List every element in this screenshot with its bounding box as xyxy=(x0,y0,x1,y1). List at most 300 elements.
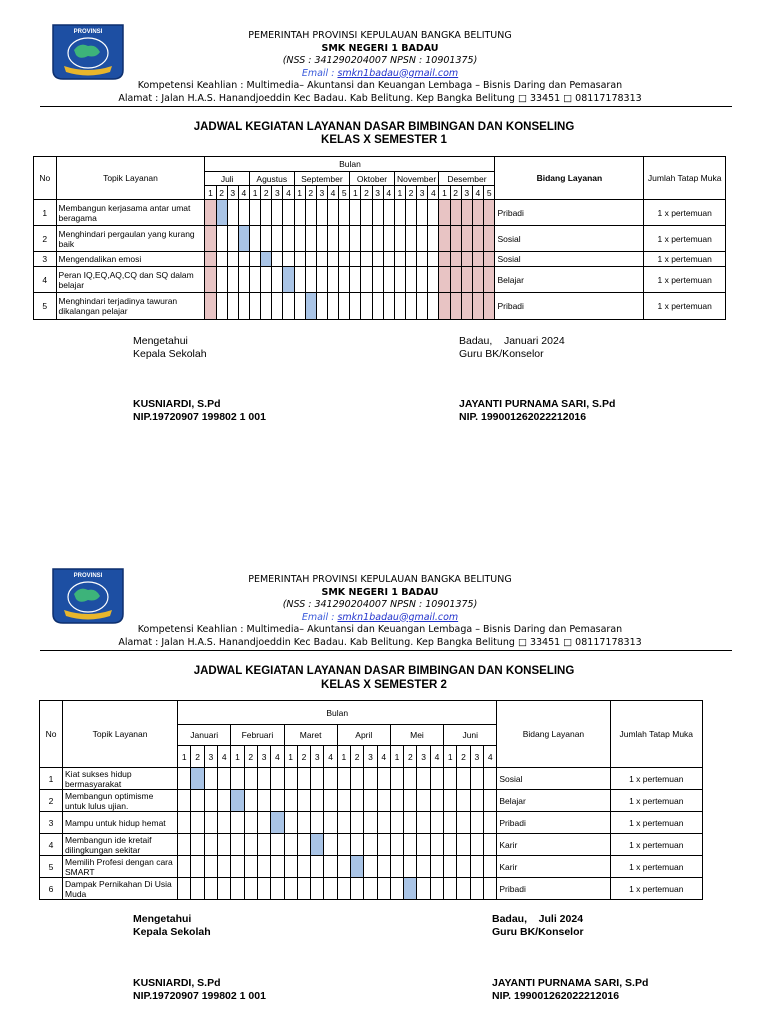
week-cell xyxy=(483,834,496,856)
week-cell xyxy=(216,226,227,252)
week-cell xyxy=(327,200,338,226)
row-topic: Membangun kerjasama antar umat beragama xyxy=(56,200,205,226)
week-cell xyxy=(305,267,316,293)
week-cell xyxy=(461,267,472,293)
counselor-title: Guru BK/Konselor xyxy=(459,348,544,360)
week-cell xyxy=(364,856,377,878)
place-date: Badau, Januari 2024 xyxy=(459,335,565,347)
week-cell xyxy=(191,878,204,900)
week-cell xyxy=(383,293,394,320)
week-cell xyxy=(249,226,260,252)
schedule-2-title: JADWAL KEGIATAN LAYANAN DASAR BIMBINGAN DAN KONSELING xyxy=(193,665,575,677)
week-cell xyxy=(439,252,450,267)
place-date: Badau, Juli 2024 xyxy=(492,913,584,925)
week-cell xyxy=(205,267,216,293)
week-cell xyxy=(249,200,260,226)
week-cell xyxy=(390,812,403,834)
week-cell xyxy=(216,293,227,320)
week-cell xyxy=(218,790,231,812)
week-cell xyxy=(351,812,364,834)
row-sessions: 1 x pertemuan xyxy=(610,790,702,812)
week-cell xyxy=(470,834,483,856)
week-cell xyxy=(450,252,461,267)
row-topic: Peran IQ,EQ,AQ,CQ dan SQ dalam belajar xyxy=(56,267,205,293)
table-row xyxy=(34,252,726,267)
week-header: 1 xyxy=(350,186,361,200)
table-row xyxy=(34,200,726,226)
week-cell xyxy=(244,790,257,812)
week-header: 3 xyxy=(316,186,327,200)
week-cell xyxy=(417,252,428,267)
week-cell xyxy=(283,293,294,320)
principal-nip: NIP.19720907 199802 1 001 xyxy=(133,990,266,1002)
week-cell xyxy=(324,768,337,790)
week-cell xyxy=(272,252,283,267)
table-row xyxy=(34,267,726,293)
week-cell xyxy=(430,834,443,856)
week-cell xyxy=(191,856,204,878)
week-header: 1 xyxy=(294,186,305,200)
week-cell xyxy=(218,834,231,856)
week-cell xyxy=(339,200,350,226)
week-cell xyxy=(457,790,470,812)
week-cell xyxy=(483,226,495,252)
week-cell xyxy=(361,200,372,226)
week-cell xyxy=(294,200,305,226)
week-cell xyxy=(257,790,270,812)
week-header: 5 xyxy=(483,186,495,200)
week-cell xyxy=(327,293,338,320)
week-header: 1 xyxy=(205,186,216,200)
row-sessions: 1 x pertemuan xyxy=(644,267,726,293)
week-cell xyxy=(404,790,417,812)
week-cell xyxy=(297,856,310,878)
row-number: 4 xyxy=(34,267,57,293)
month-header: Februari xyxy=(231,725,284,746)
week-cell xyxy=(327,252,338,267)
letterhead-email-label: Email : xyxy=(301,611,338,623)
week-cell xyxy=(238,267,249,293)
week-cell xyxy=(461,293,472,320)
row-area: Sosial xyxy=(495,252,644,267)
week-cell xyxy=(394,267,405,293)
week-cell xyxy=(272,267,283,293)
week-cell xyxy=(284,834,297,856)
week-cell xyxy=(439,200,450,226)
week-cell xyxy=(483,812,496,834)
logo-text: PROVINSI xyxy=(73,29,103,35)
week-cell xyxy=(483,856,496,878)
col-header-topic: Topik Layanan xyxy=(63,701,178,768)
week-cell xyxy=(204,856,217,878)
week-cell xyxy=(339,252,350,267)
week-cell xyxy=(351,856,364,878)
week-cell xyxy=(390,834,403,856)
week-cell xyxy=(227,226,238,252)
week-cell xyxy=(238,293,249,320)
week-cell xyxy=(205,293,216,320)
week-cell xyxy=(337,812,350,834)
row-area: Sosial xyxy=(495,226,644,252)
week-cell xyxy=(439,226,450,252)
week-header: 1 xyxy=(178,746,191,768)
row-topic: Dampak Pernikahan Di Usia Muda xyxy=(63,878,178,900)
week-cell xyxy=(305,252,316,267)
week-header: 2 xyxy=(450,186,461,200)
row-sessions: 1 x pertemuan xyxy=(610,856,702,878)
week-header: 4 xyxy=(472,186,483,200)
week-cell xyxy=(191,812,204,834)
week-header: 2 xyxy=(457,746,470,768)
week-cell xyxy=(244,878,257,900)
week-header: 1 xyxy=(439,186,450,200)
schedule-2-table xyxy=(39,700,703,900)
week-cell xyxy=(364,812,377,834)
week-cell xyxy=(472,293,483,320)
week-header: 1 xyxy=(284,746,297,768)
week-cell xyxy=(337,790,350,812)
week-cell xyxy=(231,812,244,834)
week-cell xyxy=(483,200,495,226)
month-header: Oktober xyxy=(350,172,395,186)
letterhead-ids: (NSS : 341290204007 NPSN : 10901375) xyxy=(282,599,478,610)
table-row xyxy=(40,768,703,790)
week-cell xyxy=(377,878,390,900)
row-area: Pribadi xyxy=(495,293,644,320)
week-cell xyxy=(394,226,405,252)
week-cell xyxy=(311,812,324,834)
week-cell xyxy=(444,768,457,790)
week-cell xyxy=(377,856,390,878)
week-cell xyxy=(430,768,443,790)
week-header: 1 xyxy=(390,746,403,768)
week-cell xyxy=(327,267,338,293)
week-cell xyxy=(216,252,227,267)
letterhead-ids: (NSS : 341290204007 NPSN : 10901375) xyxy=(282,55,478,66)
week-cell xyxy=(305,200,316,226)
week-cell xyxy=(337,768,350,790)
week-cell xyxy=(231,768,244,790)
table-row xyxy=(34,226,726,252)
col-header-no: No xyxy=(40,701,63,768)
week-cell xyxy=(257,834,270,856)
week-cell xyxy=(405,200,416,226)
week-cell xyxy=(470,812,483,834)
table-row xyxy=(40,856,703,878)
week-cell xyxy=(404,812,417,834)
row-sessions: 1 x pertemuan xyxy=(644,226,726,252)
week-cell xyxy=(377,834,390,856)
week-cell xyxy=(305,293,316,320)
week-cell xyxy=(351,878,364,900)
week-cell xyxy=(231,790,244,812)
week-cell xyxy=(430,790,443,812)
week-cell xyxy=(283,267,294,293)
week-header: 4 xyxy=(483,746,496,768)
row-area: Belajar xyxy=(495,267,644,293)
row-topic: Menghindari pergaulan yang kurang baik xyxy=(56,226,205,252)
week-cell xyxy=(428,252,439,267)
week-header: 3 xyxy=(227,186,238,200)
row-sessions: 1 x pertemuan xyxy=(644,252,726,267)
week-header: 4 xyxy=(383,186,394,200)
week-cell xyxy=(337,878,350,900)
week-cell xyxy=(351,768,364,790)
week-cell xyxy=(383,200,394,226)
week-cell xyxy=(294,252,305,267)
week-cell xyxy=(351,790,364,812)
table-row xyxy=(40,790,703,812)
week-cell xyxy=(205,226,216,252)
week-cell xyxy=(339,267,350,293)
week-header: 2 xyxy=(244,746,257,768)
principal-name: KUSNIARDI, S.Pd xyxy=(133,398,221,410)
table-row xyxy=(34,293,726,320)
week-cell xyxy=(428,226,439,252)
week-cell xyxy=(444,856,457,878)
week-cell xyxy=(337,856,350,878)
week-header: 3 xyxy=(372,186,383,200)
week-cell xyxy=(405,293,416,320)
week-cell xyxy=(457,856,470,878)
month-header: Juli xyxy=(205,172,250,186)
row-sessions: 1 x pertemuan xyxy=(644,200,726,226)
week-cell xyxy=(417,790,430,812)
week-cell xyxy=(284,790,297,812)
week-header: 2 xyxy=(405,186,416,200)
letterhead-divider xyxy=(40,650,732,651)
principal-name: KUSNIARDI, S.Pd xyxy=(133,977,221,989)
week-cell xyxy=(283,226,294,252)
week-cell xyxy=(231,834,244,856)
month-header: Desember xyxy=(439,172,495,186)
week-header: 3 xyxy=(311,746,324,768)
letterhead-email-link[interactable]: smkn1badau@gmail.com xyxy=(337,67,459,79)
week-cell xyxy=(178,834,191,856)
row-topic: Menghindari terjadinya tawuran dikalangan pelajar xyxy=(56,293,205,320)
week-cell xyxy=(361,267,372,293)
letterhead-email-label: Email : xyxy=(301,67,338,79)
week-header: 4 xyxy=(428,186,439,200)
week-header: 4 xyxy=(283,186,294,200)
week-cell xyxy=(191,834,204,856)
week-cell xyxy=(178,878,191,900)
week-cell xyxy=(470,856,483,878)
schedule-1-table xyxy=(33,156,726,320)
week-header: 3 xyxy=(364,746,377,768)
week-cell xyxy=(394,252,405,267)
week-cell xyxy=(372,226,383,252)
week-cell xyxy=(350,293,361,320)
week-cell xyxy=(178,790,191,812)
week-cell xyxy=(244,834,257,856)
week-cell xyxy=(257,768,270,790)
week-cell xyxy=(472,226,483,252)
week-cell xyxy=(294,226,305,252)
week-cell xyxy=(450,226,461,252)
week-cell xyxy=(261,226,272,252)
week-cell xyxy=(297,878,310,900)
table-row xyxy=(40,834,703,856)
month-header: Juni xyxy=(444,725,497,746)
week-cell xyxy=(361,252,372,267)
week-cell xyxy=(283,252,294,267)
week-cell xyxy=(316,226,327,252)
week-cell xyxy=(361,226,372,252)
week-cell xyxy=(457,768,470,790)
week-header: 1 xyxy=(394,186,405,200)
week-cell xyxy=(191,790,204,812)
week-cell xyxy=(405,226,416,252)
week-cell xyxy=(204,768,217,790)
week-cell xyxy=(324,812,337,834)
week-cell xyxy=(428,200,439,226)
row-sessions: 1 x pertemuan xyxy=(610,834,702,856)
row-number: 3 xyxy=(34,252,57,267)
week-cell xyxy=(204,790,217,812)
week-cell xyxy=(178,856,191,878)
week-header: 3 xyxy=(417,746,430,768)
row-area: Pribadi xyxy=(495,200,644,226)
week-cell xyxy=(430,878,443,900)
week-cell xyxy=(483,878,496,900)
week-header: 2 xyxy=(261,186,272,200)
week-header: 4 xyxy=(271,746,284,768)
week-cell xyxy=(390,790,403,812)
acknowledged-label: Mengetahui xyxy=(133,335,188,347)
week-cell xyxy=(231,856,244,878)
week-cell xyxy=(271,768,284,790)
week-cell xyxy=(372,200,383,226)
week-cell xyxy=(372,267,383,293)
letterhead-government: PEMERINTAH PROVINSI KEPULAUAN BANGKA BELITUNG xyxy=(248,30,512,41)
week-cell xyxy=(178,812,191,834)
week-header: 2 xyxy=(351,746,364,768)
row-number: 5 xyxy=(40,856,63,878)
week-cell xyxy=(271,812,284,834)
week-header: 4 xyxy=(377,746,390,768)
row-number: 1 xyxy=(40,768,63,790)
week-cell xyxy=(470,768,483,790)
row-area: Pribadi xyxy=(497,878,610,900)
week-cell xyxy=(305,226,316,252)
week-cell xyxy=(364,768,377,790)
week-cell xyxy=(417,856,430,878)
week-cell xyxy=(311,790,324,812)
row-number: 5 xyxy=(34,293,57,320)
row-sessions: 1 x pertemuan xyxy=(610,812,702,834)
week-cell xyxy=(283,200,294,226)
week-cell xyxy=(394,200,405,226)
week-header: 4 xyxy=(327,186,338,200)
week-cell xyxy=(339,226,350,252)
week-cell xyxy=(457,812,470,834)
week-cell xyxy=(350,200,361,226)
logo-text: PROVINSI xyxy=(73,573,103,579)
week-cell xyxy=(444,812,457,834)
week-header: 2 xyxy=(191,746,204,768)
row-topic: Membangun optimisme untuk lulus ujian. xyxy=(63,790,178,812)
week-cell xyxy=(316,252,327,267)
week-header: 3 xyxy=(470,746,483,768)
week-cell xyxy=(439,293,450,320)
row-area: Belajar xyxy=(497,790,610,812)
week-cell xyxy=(297,834,310,856)
week-cell xyxy=(205,252,216,267)
week-cell xyxy=(404,856,417,878)
week-cell xyxy=(311,856,324,878)
week-cell xyxy=(457,834,470,856)
week-cell xyxy=(483,790,496,812)
week-cell xyxy=(218,878,231,900)
counselor-name: JAYANTI PURNAMA SARI, S.Pd xyxy=(459,398,616,410)
week-cell xyxy=(428,293,439,320)
week-cell xyxy=(461,200,472,226)
col-header-sessions: Jumlah Tatap Muka xyxy=(610,701,702,768)
week-cell xyxy=(316,200,327,226)
week-cell xyxy=(417,293,428,320)
week-cell xyxy=(470,790,483,812)
schedule-1-title: JADWAL KEGIATAN LAYANAN DASAR BIMBINGAN DAN KONSELING xyxy=(193,121,575,133)
week-header: 4 xyxy=(238,186,249,200)
letterhead-divider xyxy=(40,106,732,107)
week-cell xyxy=(191,768,204,790)
week-cell xyxy=(390,878,403,900)
week-cell xyxy=(238,200,249,226)
week-cell xyxy=(450,293,461,320)
week-cell xyxy=(483,252,495,267)
principal-title: Kepala Sekolah xyxy=(133,926,211,938)
week-cell xyxy=(364,790,377,812)
week-cell xyxy=(337,834,350,856)
week-cell xyxy=(216,200,227,226)
week-cell xyxy=(383,226,394,252)
letterhead-email-link[interactable]: smkn1badau@gmail.com xyxy=(337,611,459,623)
week-cell xyxy=(444,878,457,900)
week-header: 4 xyxy=(324,746,337,768)
col-header-area: Bidang Layanan xyxy=(495,157,644,200)
week-cell xyxy=(461,226,472,252)
schedule-2-subtitle: KELAS X SEMESTER 2 xyxy=(321,679,447,691)
principal-title: Kepala Sekolah xyxy=(133,348,207,360)
week-cell xyxy=(361,293,372,320)
week-header: 2 xyxy=(216,186,227,200)
week-cell xyxy=(383,252,394,267)
week-cell xyxy=(297,790,310,812)
week-cell xyxy=(227,200,238,226)
letterhead-competency: Kompetensi Keahlian : Multimedia– Akuntansi dan Keuangan Lembaga – Bisnis Daring dan Pemasaran xyxy=(137,80,623,91)
week-cell xyxy=(204,878,217,900)
week-cell xyxy=(327,226,338,252)
week-cell xyxy=(364,834,377,856)
week-header: 3 xyxy=(417,186,428,200)
week-cell xyxy=(472,200,483,226)
row-number: 6 xyxy=(40,878,63,900)
letterhead-government: PEMERINTAH PROVINSI KEPULAUAN BANGKA BELITUNG xyxy=(248,574,512,585)
week-cell xyxy=(227,293,238,320)
col-header-topic: Topik Layanan xyxy=(56,157,205,200)
week-cell xyxy=(178,768,191,790)
week-cell xyxy=(249,267,260,293)
col-header-sessions: Jumlah Tatap Muka xyxy=(644,157,726,200)
principal-nip: NIP.19720907 199802 1 001 xyxy=(133,411,266,423)
week-cell xyxy=(470,878,483,900)
week-cell xyxy=(204,834,217,856)
week-cell xyxy=(227,267,238,293)
row-area: Karir xyxy=(497,856,610,878)
week-header: 3 xyxy=(461,186,472,200)
week-cell xyxy=(324,834,337,856)
